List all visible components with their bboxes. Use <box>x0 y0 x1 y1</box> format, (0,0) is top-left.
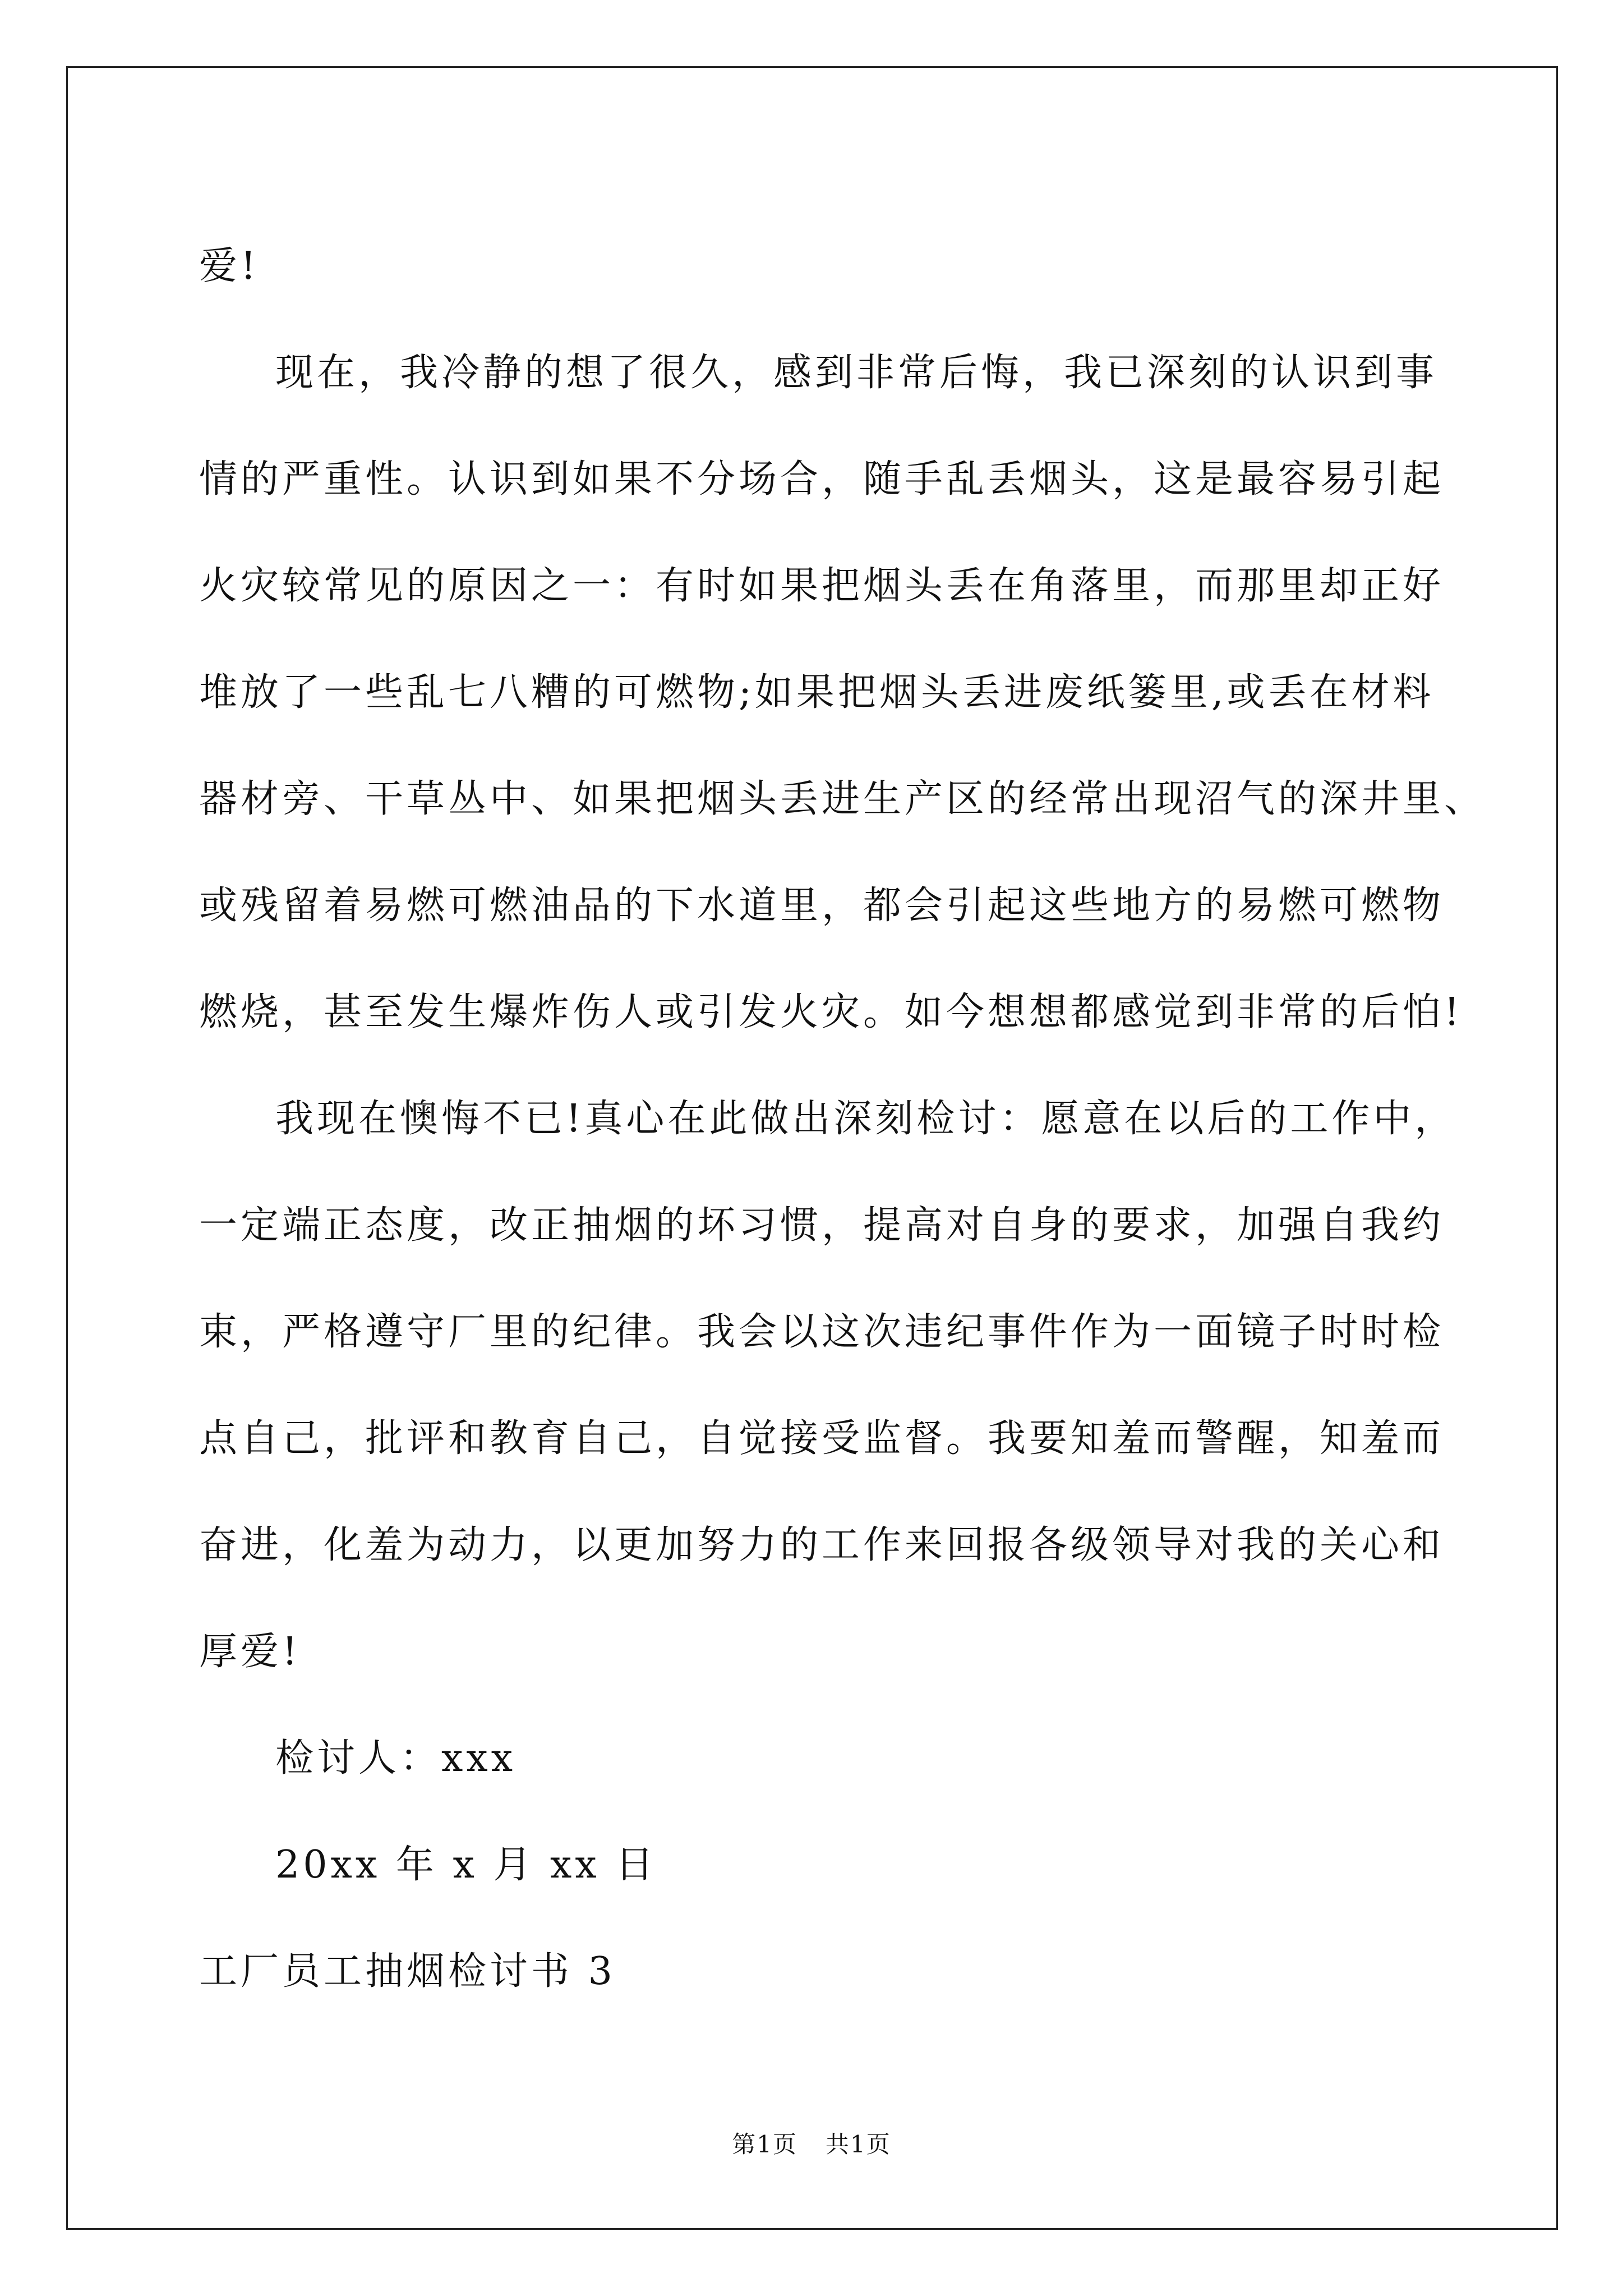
text-line: 爱! <box>199 244 260 288</box>
text-line: 奋进，化羞为动力，以更加努力的工作来回报各级领导对我的关心和 <box>199 1523 1445 1567</box>
page-footer <box>0 2126 1623 2160</box>
text-line: 一定端正态度，改正抽烟的坏习惯，提高对自身的要求，加强自我约 <box>199 1203 1445 1248</box>
text-line: 情的严重性。认识到如果不分场合，随手乱丢烟头，这是最容易引起 <box>199 457 1445 501</box>
paragraph-start-line: 我现在懊悔不已!真心在此做出深刻检讨：愿意在以后的工作中， <box>275 1097 1456 1141</box>
text-line: 堆放了一些乱七八糟的可燃物;如果把烟头丢进废纸篓里,或丢在材料 <box>199 670 1435 715</box>
page-total: 共1页 <box>826 2131 891 2158</box>
text-line: 器材旁、干草丛中、如果把烟头丢进生产区的经常出现沼气的深井里、 <box>199 777 1486 821</box>
paragraph-start-line: 现在，我冷静的想了很久，感到非常后悔，我已深刻的认识到事 <box>275 351 1438 395</box>
signature-line: 检讨人：xxx <box>275 1736 517 1780</box>
text-line: 束，严格遵守厂里的纪律。我会以这次违纪事件作为一面镜子时时检 <box>199 1310 1445 1354</box>
text-line: 火灾较常见的原因之一：有时如果把烟头丢在角落里，而那里却正好 <box>199 564 1445 608</box>
date-line: 20xx 年 x 月 xx 日 <box>275 1843 657 1887</box>
text-line: 厚爱! <box>199 1630 301 1674</box>
text-line: 燃烧，甚至发生爆炸伤人或引发火灾。如今想想都感觉到非常的后怕! <box>199 990 1463 1034</box>
text-line: 点自己，批评和教育自己，自觉接受监督。我要知羞而警醒，知羞而 <box>199 1416 1445 1461</box>
document-body <box>199 213 1486 2025</box>
section-heading: 工厂员工抽烟检讨书 3 <box>199 1949 616 1994</box>
text-line: 或残留着易燃可燃油品的下水道里，都会引起这些地方的易燃可燃物 <box>199 884 1445 928</box>
page-number: 第1页 <box>732 2131 797 2158</box>
